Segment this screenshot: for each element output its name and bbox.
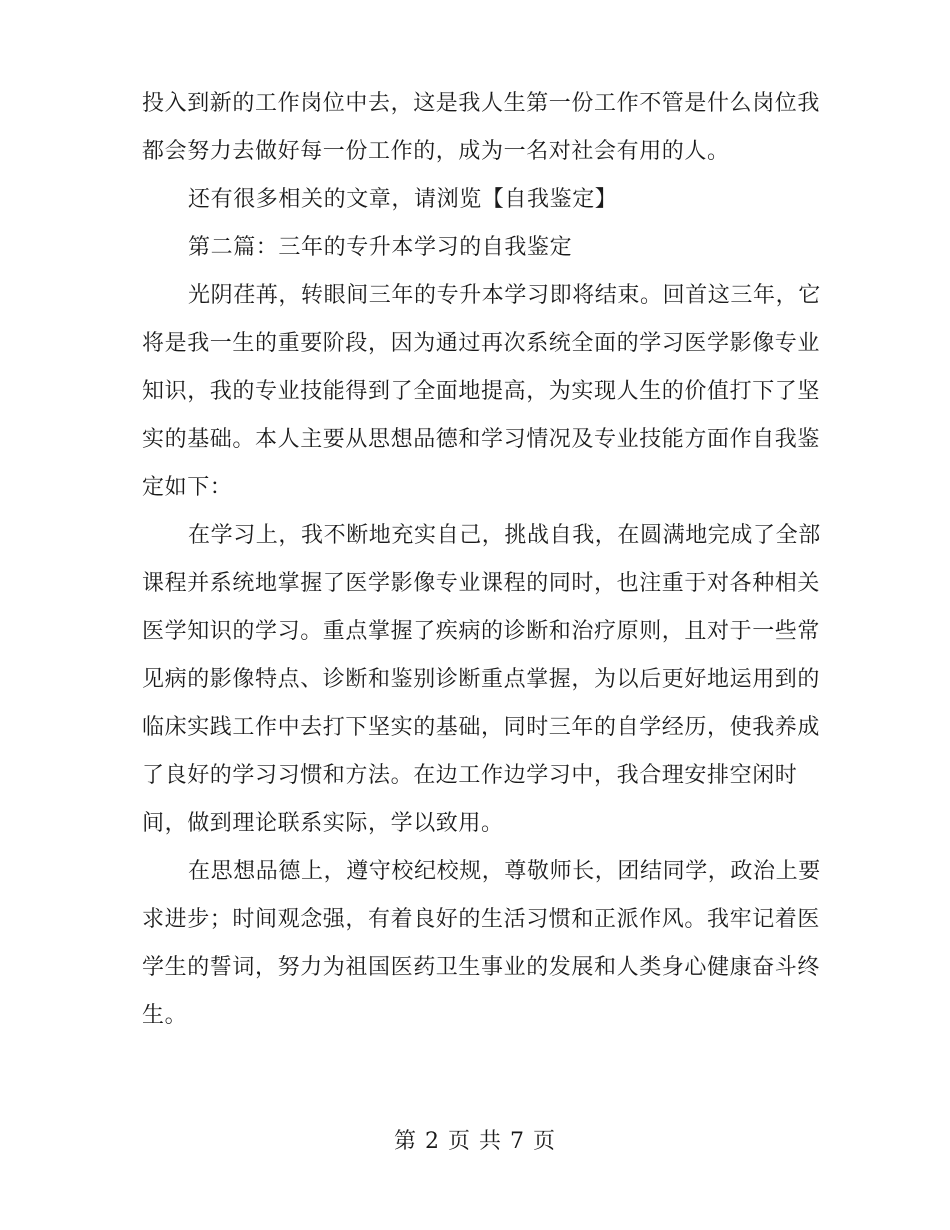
text-line-18: 求进步；时间观念强，有着良好的生活习惯和正派作风。我牢记着医 bbox=[142, 907, 821, 932]
text-line-5: 光阴荏苒，转眼间三年的专升本学习即将结束。回首这三年，它 bbox=[188, 283, 821, 308]
page-number-footer: 第 2 页 共 7 页 bbox=[394, 1129, 556, 1154]
text-line-20: 生。 bbox=[142, 1003, 188, 1028]
text-line-1: 投入到新的工作岗位中去，这是我人生第一份工作不管是什么岗位我 bbox=[142, 91, 821, 116]
text-line-8: 实的基础。本人主要从思想品德和学习情况及专业技能方面作自我鉴 bbox=[142, 427, 821, 452]
text-line-7: 知识，我的专业技能得到了全面地提高，为实现人生的价值打下了坚 bbox=[142, 379, 821, 404]
text-line-16: 间，做到理论联系实际，学以致用。 bbox=[142, 811, 504, 836]
text-line-2: 都会努力去做好每一份工作的，成为一名对社会有用的人。 bbox=[142, 139, 730, 164]
related-articles-line: 还有很多相关的文章，请浏览【自我鉴定】 bbox=[188, 187, 618, 212]
text-line-17: 在思想品德上，遵守校纪校规，尊敬师长，团结同学，政治上要 bbox=[188, 859, 821, 884]
section-heading: 第二篇：三年的专升本学习的自我鉴定 bbox=[188, 235, 573, 260]
text-line-15: 了良好的学习习惯和方法。在边工作边学习中，我合理安排空闲时 bbox=[142, 763, 798, 788]
text-line-11: 课程并系统地掌握了医学影像专业课程的同时，也注重于对各种相关 bbox=[142, 571, 821, 596]
text-line-9: 定如下： bbox=[142, 475, 233, 500]
text-line-13: 见病的影像特点、诊断和鉴别诊断重点掌握，为以后更好地运用到的 bbox=[142, 667, 821, 692]
text-line-10: 在学习上，我不断地充实自己，挑战自我，在圆满地完成了全部 bbox=[188, 523, 821, 548]
text-line-19: 学生的誓词，努力为祖国医药卫生事业的发展和人类身心健康奋斗终 bbox=[142, 955, 821, 980]
text-line-6: 将是我一生的重要阶段，因为通过再次系统全面的学习医学影像专业 bbox=[142, 331, 821, 356]
text-line-14: 临床实践工作中去打下坚实的基础，同时三年的自学经历，使我养成 bbox=[142, 715, 821, 740]
text-line-12: 医学知识的学习。重点掌握了疾病的诊断和治疗原则，且对于一些常 bbox=[142, 619, 821, 644]
